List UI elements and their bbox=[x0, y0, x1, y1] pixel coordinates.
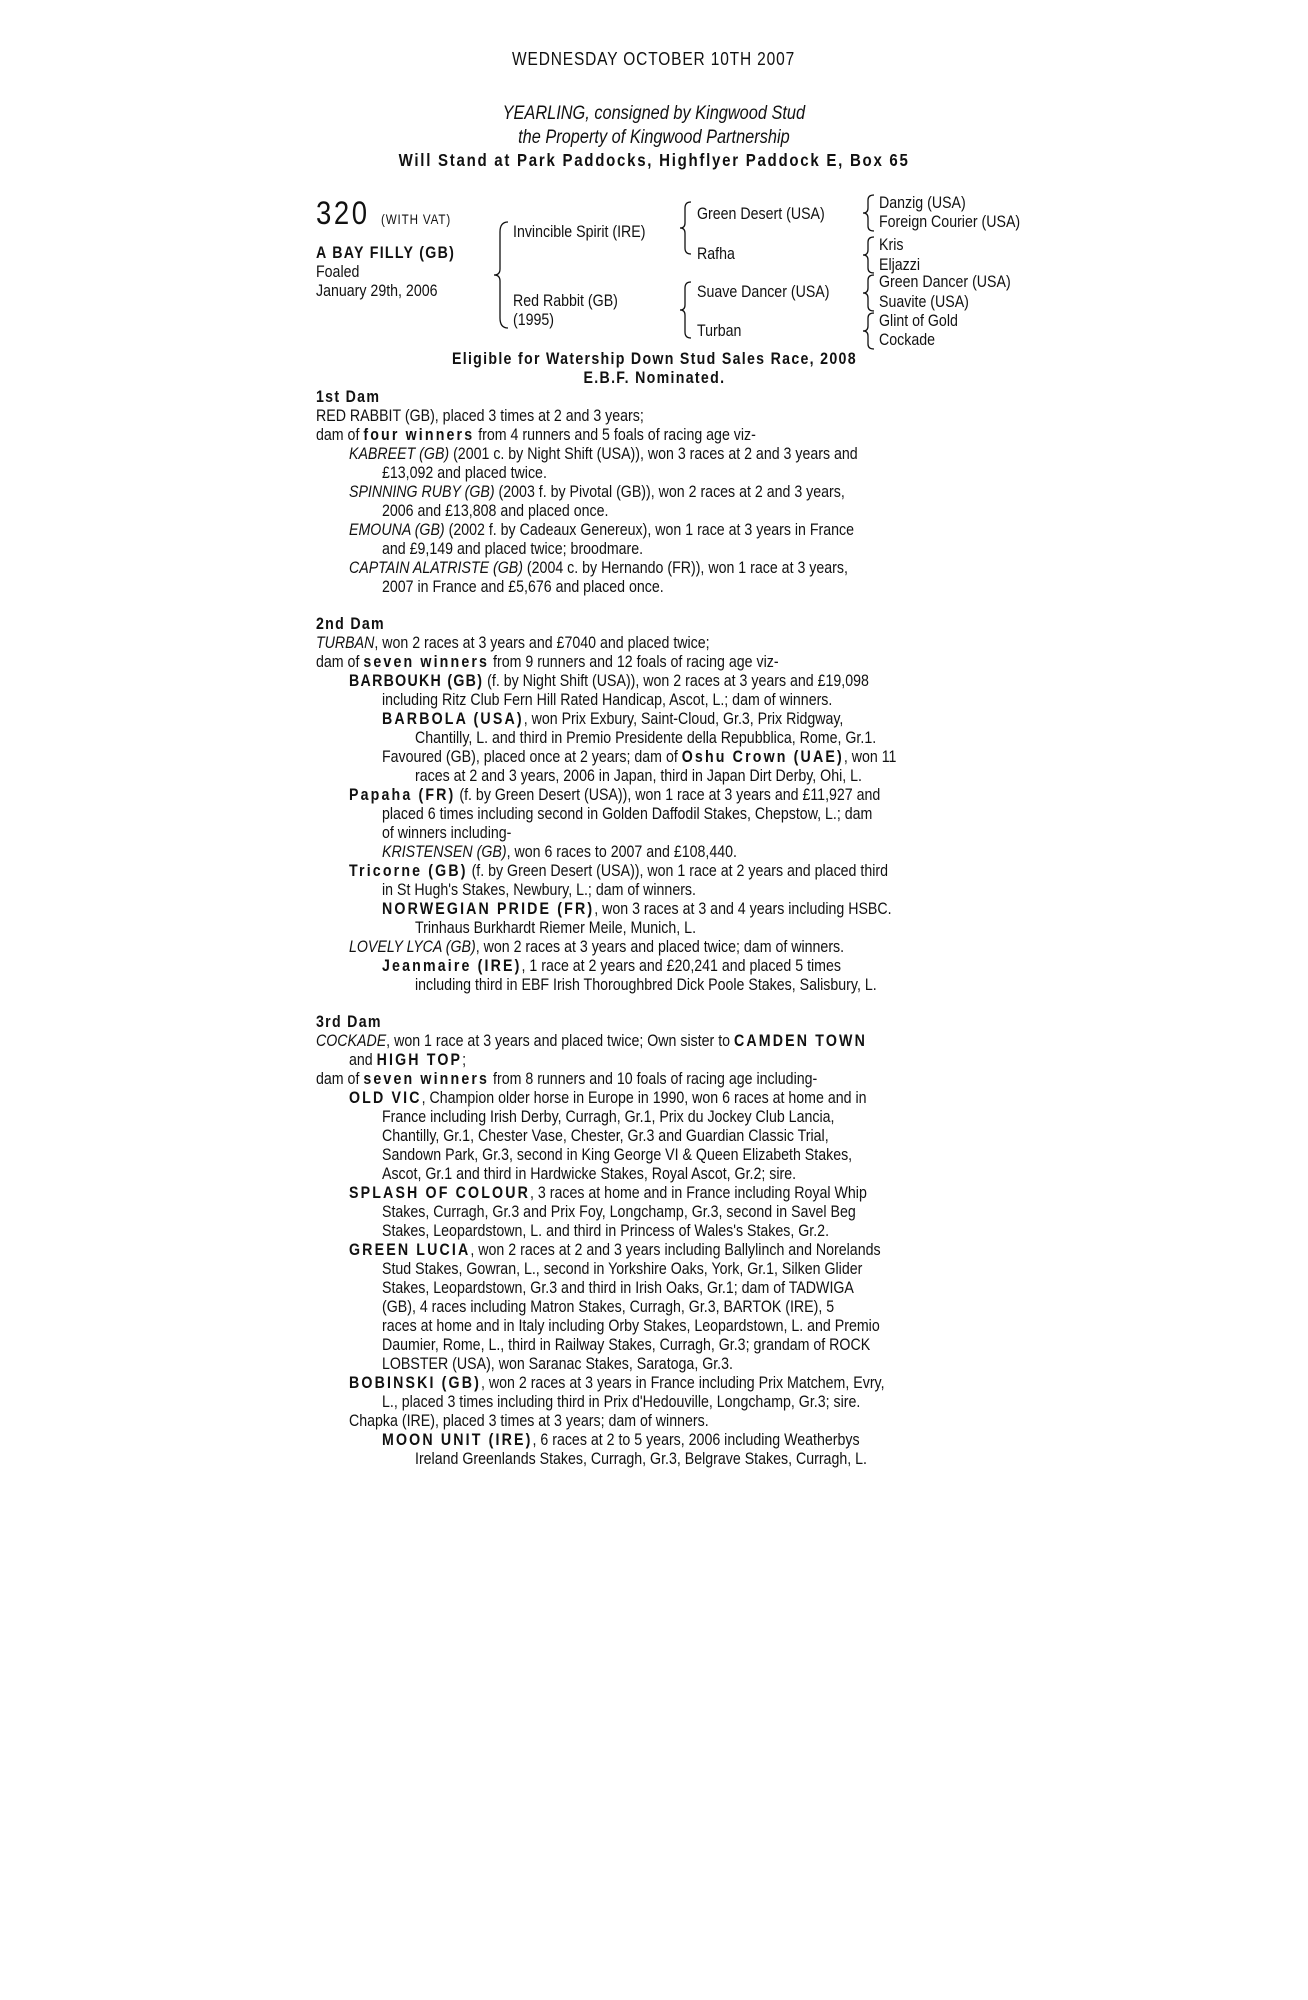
dam2-line: NORWEGIAN PRIDE (FR), won 3 races at 3 and 4 years including HSBC. bbox=[382, 900, 892, 918]
dam2-line: placed 6 times including second in Golden Daffodil Stakes, Chepstow, L.; dam bbox=[382, 805, 873, 823]
sire-sire: Green Desert (USA) bbox=[697, 205, 825, 223]
section-heading-2nd-dam: 2nd Dam bbox=[316, 615, 385, 633]
dam3-line: Stud Stakes, Gowran, L., second in Yorkshire Oaks, York, Gr.1, Silken Glider bbox=[382, 1260, 863, 1278]
dam-name: Red Rabbit (GB) bbox=[513, 292, 618, 310]
granddam-3: Suavite (USA) bbox=[879, 293, 969, 311]
granddam-4: Cockade bbox=[879, 331, 936, 349]
dam2-line: Trinhaus Burkhardt Riemer Meile, Munich, L. bbox=[415, 919, 697, 937]
dam2-line: Favoured (GB), placed once at 2 years; dam of Oshu Crown (UAE), won 11 bbox=[382, 748, 897, 766]
dam3-line: Sandown Park, Gr.3, second in King George VI & Queen Elizabeth Stakes, bbox=[382, 1146, 853, 1164]
pedigree-brace-g1 bbox=[861, 193, 877, 233]
dam3-line: L., placed 3 times including third in Prix d'Hedouville, Longchamp, Gr.3; sire. bbox=[382, 1393, 861, 1411]
dam3-line: Ireland Greenlands Stakes, Curragh, Gr.3, Belgrave Stakes, Curragh, L. bbox=[415, 1450, 867, 1468]
dam3-line: Chantilly, Gr.1, Chester Vase, Chester, Gr.3 and Guardian Classic Trial, bbox=[382, 1127, 829, 1145]
ebf-line: E.B.F. Nominated. bbox=[583, 369, 725, 387]
section-heading-3rd-dam: 3rd Dam bbox=[316, 1013, 382, 1031]
dam3-line: GREEN LUCIA, won 2 races at 2 and 3 years including Ballylinch and Norelands bbox=[349, 1241, 881, 1259]
dam3-line: dam of seven winners from 8 runners and 10 foals of racing age including- bbox=[316, 1070, 818, 1088]
grandsire-4: Glint of Gold bbox=[879, 312, 958, 330]
grandsire-3: Green Dancer (USA) bbox=[879, 273, 1011, 291]
dam-sire: Suave Dancer (USA) bbox=[697, 283, 830, 301]
dam1-line: and £9,149 and placed twice; broodmare. bbox=[382, 540, 644, 558]
dam1-line: 2006 and £13,808 and placed once. bbox=[382, 502, 609, 520]
dam1-line: KABREET (GB) (2001 c. by Night Shift (USA)), won 3 races at 2 and 3 years and bbox=[349, 445, 858, 463]
pedigree-brace-g2 bbox=[861, 235, 877, 275]
dam-dam: Turban bbox=[697, 322, 742, 340]
dam3-line: Stakes, Curragh, Gr.3 and Prix Foy, Longchamp, Gr.3, second in Savel Beg bbox=[382, 1203, 856, 1221]
dam2-line: Tricorne (GB) (f. by Green Desert (USA)), won 1 race at 2 years and placed third bbox=[349, 862, 888, 880]
dam2-line: Chantilly, L. and third in Premio Presidente della Repubblica, Rome, Gr.1. bbox=[415, 729, 877, 747]
consignment-line: YEARLING, consigned by Kingwood Stud bbox=[502, 103, 806, 124]
dam2-line: of winners including- bbox=[382, 824, 512, 842]
sire-dam: Rafha bbox=[697, 245, 735, 263]
vat-note: (WITH VAT) bbox=[381, 212, 452, 227]
property-line: the Property of Kingwood Partnership bbox=[518, 127, 790, 148]
foaled-label: Foaled bbox=[316, 263, 360, 281]
dam2-line: TURBAN, won 2 races at 3 years and £7040 and placed twice; bbox=[316, 634, 710, 652]
dam3-line: Ascot, Gr.1 and third in Hardwicke Stakes, Royal Ascot, Gr.2; sire. bbox=[382, 1165, 797, 1183]
foaled-date: January 29th, 2006 bbox=[316, 282, 438, 300]
dam3-line: BOBINSKI (GB), won 2 races at 3 years in France including Prix Matchem, Evry, bbox=[349, 1374, 885, 1392]
granddam-2: Eljazzi bbox=[879, 256, 921, 274]
dam1-line: RED RABBIT (GB), placed 3 times at 2 and 3 years; bbox=[316, 407, 644, 425]
dam3-line: LOBSTER (USA), won Saranac Stakes, Saratoga, Gr.3. bbox=[382, 1355, 733, 1373]
dam1-line: 2007 in France and £5,676 and placed once. bbox=[382, 578, 664, 596]
dam2-line: dam of seven winners from 9 runners and 12 foals of racing age viz- bbox=[316, 653, 779, 671]
dam3-line: OLD VIC, Champion older horse in Europe in 1990, won 6 races at home and in bbox=[349, 1089, 867, 1107]
lot-number: 320 bbox=[316, 195, 370, 231]
dam3-line: races at home and in Italy including Orby Stakes, Leopardstown, L. and Premio bbox=[382, 1317, 880, 1335]
dam3-line: and HIGH TOP; bbox=[349, 1051, 467, 1069]
stand-line: Will Stand at Park Paddocks, Highflyer Paddock E, Box 65 bbox=[398, 150, 910, 170]
pedigree-brace-sire bbox=[678, 200, 694, 256]
dam2-line: LOVELY LYCA (GB), won 2 races at 3 years and placed twice; dam of winners. bbox=[349, 938, 845, 956]
dam3-line: COCKADE, won 1 race at 3 years and placed twice; Own sister to CAMDEN TOWN bbox=[316, 1032, 867, 1050]
sale-date: WEDNESDAY OCTOBER 10TH 2007 bbox=[512, 49, 796, 69]
dam3-line: MOON UNIT (IRE), 6 races at 2 to 5 years, 2006 including Weatherbys bbox=[382, 1431, 860, 1449]
pedigree-brace-g4 bbox=[861, 311, 877, 351]
lot-description: A BAY FILLY (GB) bbox=[316, 244, 456, 262]
dam2-line: BARBOLA (USA), won Prix Exbury, Saint-Cloud, Gr.3, Prix Ridgway, bbox=[382, 710, 844, 728]
dam1-line: £13,092 and placed twice. bbox=[382, 464, 547, 482]
dam2-line: BARBOUKH (GB) (f. by Night Shift (USA)), won 2 races at 3 years and £19,098 bbox=[349, 672, 869, 690]
dam1-line: dam of four winners from 4 runners and 5 foals of racing age viz- bbox=[316, 426, 756, 444]
dam2-line: including Ritz Club Fern Hill Rated Handicap, Ascot, L.; dam of winners. bbox=[382, 691, 833, 709]
dam2-line: Papaha (FR) (f. by Green Desert (USA)), won 1 race at 3 years and £11,927 and bbox=[349, 786, 881, 804]
dam1-line: EMOUNA (GB) (2002 f. by Cadeaux Genereux), won 1 race at 3 years in France bbox=[349, 521, 855, 539]
grandsire-1: Danzig (USA) bbox=[879, 194, 966, 212]
dam2-line: KRISTENSEN (GB), won 6 races to 2007 and £108,440. bbox=[382, 843, 737, 861]
dam3-line: (GB), 4 races including Matron Stakes, Curragh, Gr.3, BARTOK (IRE), 5 bbox=[382, 1298, 835, 1316]
dam2-line: Jeanmaire (IRE), 1 race at 2 years and £20,241 and placed 5 times bbox=[382, 957, 841, 975]
dam2-line: races at 2 and 3 years, 2006 in Japan, third in Japan Dirt Derby, Ohi, L. bbox=[415, 767, 862, 785]
granddam-1: Foreign Courier (USA) bbox=[879, 213, 1021, 231]
dam3-line: Stakes, Leopardstown, Gr.3 and third in Irish Oaks, Gr.1; dam of TADWIGA bbox=[382, 1279, 854, 1297]
dam1-line: SPINNING RUBY (GB) (2003 f. by Pivotal (GB)), won 2 races at 2 and 3 years, bbox=[349, 483, 845, 501]
dam3-line: Stakes, Leopardstown, L. and third in Princess of Wales's Stakes, Gr.2. bbox=[382, 1222, 830, 1240]
dam1-line: CAPTAIN ALATRISTE (GB) (2004 c. by Hernando (FR)), won 1 race at 3 years, bbox=[349, 559, 848, 577]
pedigree-brace-main bbox=[492, 220, 512, 330]
dam3-line: Chapka (IRE), placed 3 times at 3 years; dam of winners. bbox=[349, 1412, 709, 1430]
dam2-line: in St Hugh's Stakes, Newbury, L.; dam of winners. bbox=[382, 881, 696, 899]
grandsire-2: Kris bbox=[879, 236, 904, 254]
dam3-line: France including Irish Derby, Curragh, Gr.1, Prix du Jockey Club Lancia, bbox=[382, 1108, 835, 1126]
dam-year: (1995) bbox=[513, 311, 555, 329]
dam2-line: including third in EBF Irish Thoroughbred Dick Poole Stakes, Salisbury, L. bbox=[415, 976, 877, 994]
pedigree-brace-g3 bbox=[861, 273, 877, 313]
eligibility-line: Eligible for Watership Down Stud Sales Race, 2008 bbox=[451, 350, 857, 368]
dam3-line: Daumier, Rome, L., third in Railway Stakes, Curragh, Gr.3; grandam of ROCK bbox=[382, 1336, 871, 1354]
sire-name: Invincible Spirit (IRE) bbox=[513, 223, 646, 241]
section-heading-1st-dam: 1st Dam bbox=[316, 388, 381, 406]
pedigree-brace-dam bbox=[678, 280, 694, 340]
dam3-line: SPLASH OF COLOUR, 3 races at home and in France including Royal Whip bbox=[349, 1184, 867, 1202]
